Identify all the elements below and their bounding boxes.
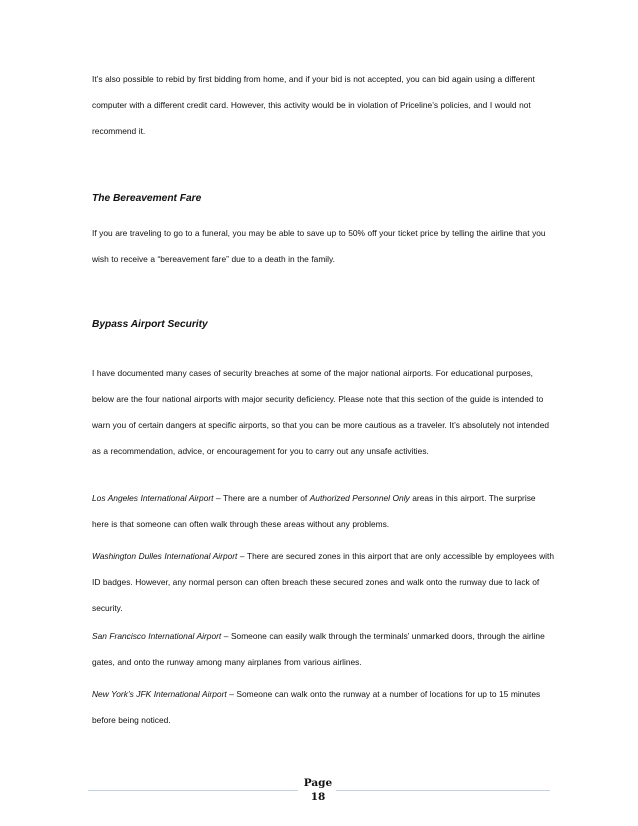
airport-name: San Francisco International Airport (92, 631, 222, 641)
intro-text: It’s also possible to rebid by first bidding from home, and if your bid is not accepted, you can bid again using a different computer with a different credit card. However, this activity would be in violation of Priceline’s policies, and I would not recommend it. (92, 74, 535, 136)
bereavement-paragraph (92, 220, 554, 272)
security-intro-paragraph (92, 360, 554, 464)
intro-paragraph (92, 66, 554, 144)
airport-name: Los Angeles International Airport (92, 493, 214, 503)
airport-name: New York’s JFK International Airport (92, 689, 227, 699)
airport-paragraph-lax (92, 485, 554, 537)
bereavement-heading: The Bereavement Fare (92, 193, 202, 204)
airport-text: – There are a number of (213, 493, 310, 503)
airport-text: – There are secured zones in this airport that are only accessible by employees with ID badges. However, any normal person can often breach these secured zones and walk onto the runway due to lack of security. (92, 551, 554, 613)
airport-paragraph-jfk (92, 681, 554, 733)
authorized-personnel-emphasis: Authorized Personnel Only (309, 493, 410, 503)
airport-paragraph-sfo (92, 623, 554, 675)
airport-text: – Someone can walk onto the runway at a number of locations for up to 15 minutes before being noticed. (92, 689, 541, 725)
footer-rule-right (336, 790, 550, 791)
airport-name: Washington Dulles International Airport (92, 551, 238, 561)
page-word: Page (303, 777, 333, 789)
page-number: 18 (310, 791, 326, 803)
security-intro-text: I have documented many cases of security breaches at some of the major national airports. For educational purposes, below are the four national airports with major security deficiency. Please note that this section of the guide is intended to warn you of certain dangers at specific airports, so that you can be more cautious as a traveler. It’s absolutely not intended as a recommendation, advice, or encouragement for you to carry out any unsafe activities. (92, 368, 550, 456)
footer-rule-left (88, 790, 298, 791)
page-number-label (300, 776, 336, 804)
security-heading: Bypass Airport Security (92, 319, 208, 330)
bereavement-text: If you are traveling to go to a funeral, you may be able to save up to 50% off your ticket price by telling the airline that you wish to receive a “bereavement fare” due to a death in the family. (92, 228, 546, 264)
airport-text: areas in this airport. The surprise here is that someone can often walk through these areas without any problems. (92, 493, 536, 529)
airport-text: – Someone can easily walk through the terminals’ unmarked doors, through the airline gates, and onto the runway among many airplanes from various airlines. (92, 631, 545, 667)
airport-paragraph-dulles (92, 543, 554, 621)
